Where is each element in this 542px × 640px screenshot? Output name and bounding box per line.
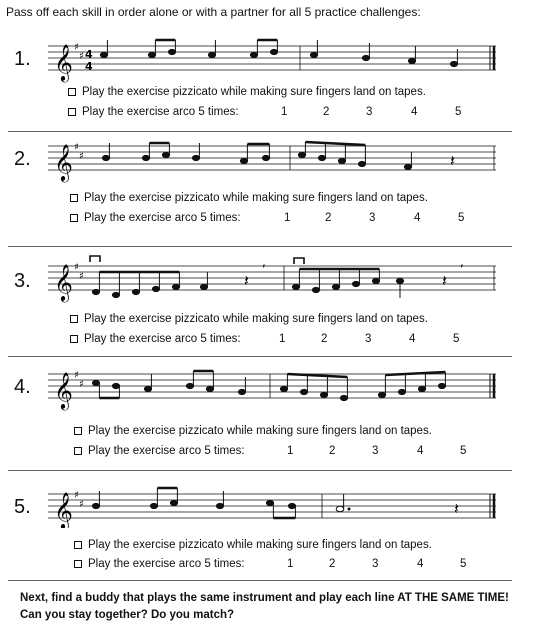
down-bow-icon	[294, 258, 304, 264]
music-staff	[44, 38, 500, 84]
treble-clef-icon: 𝄞	[54, 371, 73, 409]
quarter-rest-icon: 𝄽	[244, 271, 249, 290]
arco-checklist-item[interactable]: Play the exercise arco 5 times:	[74, 558, 245, 570]
treble-clef-icon: 𝄞	[54, 263, 73, 301]
treble-clef-icon: 𝄞	[54, 491, 73, 528]
arco-checklist-item[interactable]: Play the exercise arco 5 times:	[74, 445, 245, 457]
arco-checklist-item[interactable]: Play the exercise arco 5 times:	[70, 333, 241, 345]
exercise-number: 4.	[14, 376, 31, 398]
down-bow-icon	[90, 256, 100, 262]
key-signature-sharp: ♯	[74, 370, 79, 381]
pizzicato-checklist-item[interactable]: Play the exercise pizzicato while making sure fingers land on tapes.	[74, 425, 432, 437]
footer-line-1: Next, find a buddy that plays the same instrument and play each line AT THE SAME TIME!	[20, 592, 509, 604]
checkbox[interactable]	[70, 194, 78, 202]
music-staff	[44, 482, 500, 528]
section-divider	[8, 356, 512, 357]
treble-clef-icon: 𝄞	[54, 143, 73, 181]
exercise-number: 5.	[14, 496, 31, 518]
quarter-rest-icon: 𝄽	[442, 271, 447, 290]
checkbox[interactable]	[70, 315, 78, 323]
section-divider	[8, 246, 512, 247]
checkbox[interactable]	[70, 214, 78, 222]
key-signature-sharp: ♯	[79, 271, 84, 282]
pizzicato-checklist-item[interactable]: Play the exercise pizzicato while making sure fingers land on tapes.	[70, 313, 428, 325]
music-staff	[44, 138, 500, 184]
checkbox[interactable]	[74, 427, 82, 435]
exercise-number: 1.	[14, 48, 31, 70]
checkbox[interactable]	[70, 335, 78, 343]
quarter-rest-icon: 𝄽	[454, 499, 459, 518]
exercise-number: 3.	[14, 270, 31, 292]
pizzicato-checklist-item[interactable]: Play the exercise pizzicato while making sure fingers land on tapes.	[74, 539, 432, 551]
pizzicato-checklist-item[interactable]: Play the exercise pizzicato while making sure fingers land on tapes.	[70, 192, 428, 204]
arco-checklist-item[interactable]: Play the exercise arco 5 times:	[68, 106, 239, 118]
key-signature-sharp: ♯	[79, 151, 84, 162]
key-signature-sharp: ♯	[79, 499, 84, 510]
key-signature-sharp: ♯	[79, 379, 84, 390]
checkbox[interactable]	[68, 108, 76, 116]
key-signature-sharp: ♯	[74, 262, 79, 273]
checkbox[interactable]	[74, 447, 82, 455]
treble-clef-icon: 𝄞	[54, 43, 73, 81]
exercise-number: 2.	[14, 148, 31, 170]
section-divider	[8, 470, 512, 471]
key-signature-sharp: ♯	[74, 142, 79, 153]
music-staff	[44, 252, 500, 304]
key-signature-sharp: ♯	[74, 490, 79, 501]
checkbox[interactable]	[68, 88, 76, 96]
section-divider	[8, 131, 512, 132]
section-divider	[8, 580, 512, 581]
music-staff	[44, 366, 500, 412]
pizzicato-checklist-item[interactable]: Play the exercise pizzicato while making sure fingers land on tapes.	[68, 86, 426, 98]
footer-line-2: Can you stay together? Do you match?	[20, 609, 235, 621]
time-signature-bottom: 4	[85, 60, 93, 73]
breath-mark-icon: ,	[262, 255, 266, 269]
instructions-text: Pass off each skill in order alone or with a partner for all 5 practice challenges:	[6, 5, 421, 19]
breath-mark-icon: ,	[460, 255, 464, 269]
footer-instructions	[20, 590, 509, 624]
arco-checklist-item[interactable]: Play the exercise arco 5 times:	[70, 212, 241, 224]
key-signature-sharp: ♯	[74, 42, 79, 53]
key-signature-sharp: ♯	[79, 51, 84, 62]
checkbox[interactable]	[74, 560, 82, 568]
checkbox[interactable]	[74, 541, 82, 549]
quarter-rest-icon: 𝄽	[450, 151, 455, 170]
time-signature-top: 4	[85, 48, 93, 61]
